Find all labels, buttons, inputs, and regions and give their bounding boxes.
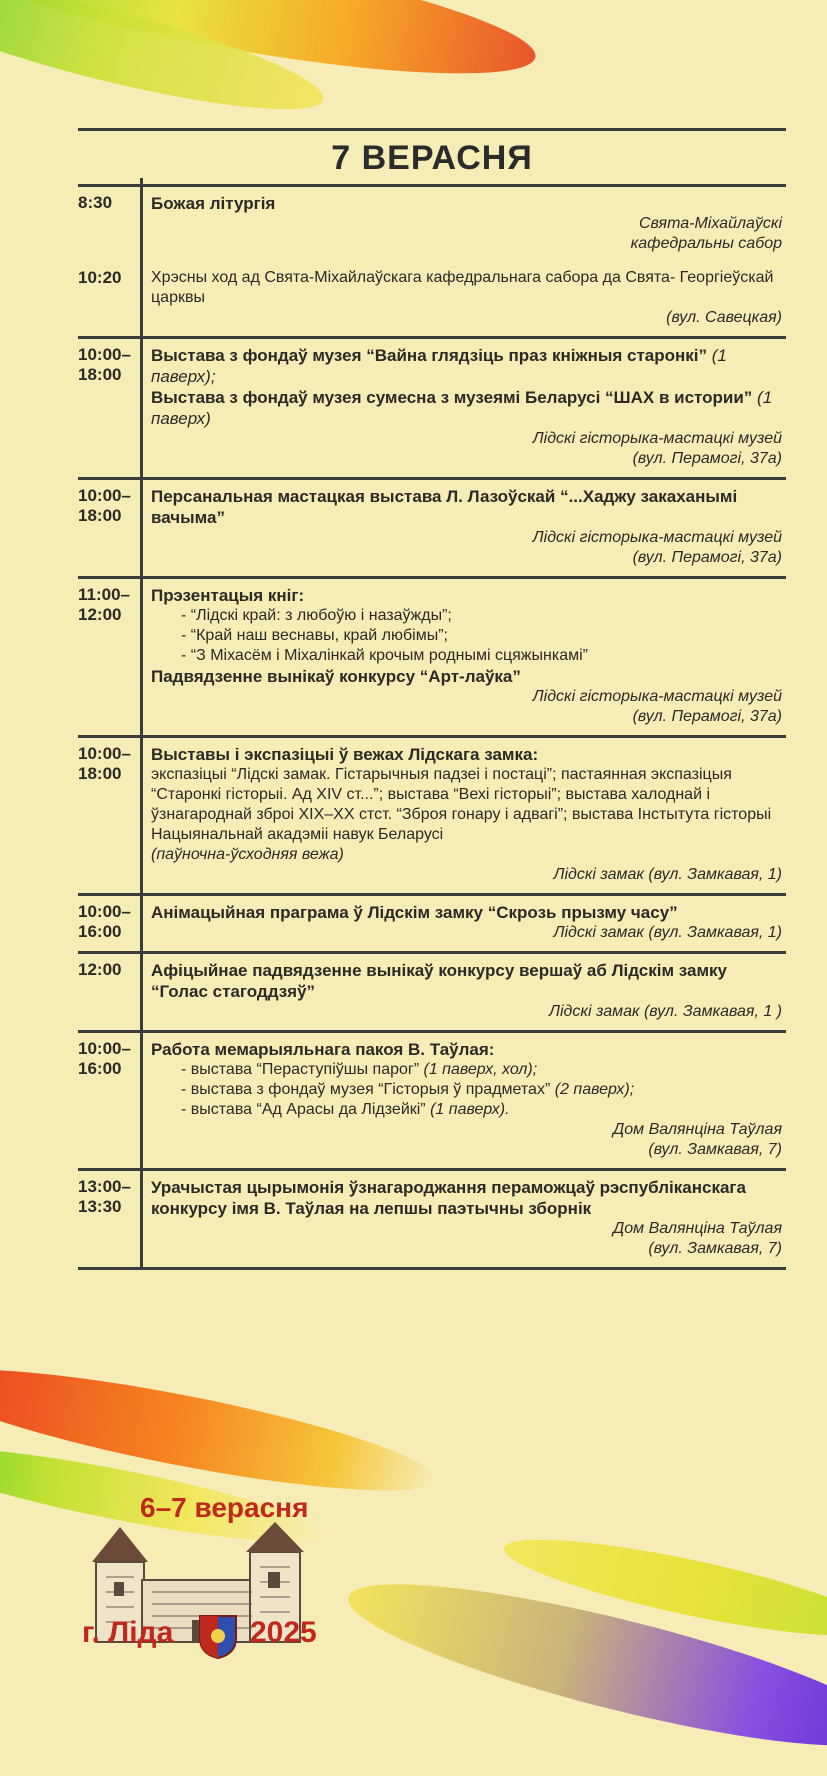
event-title: Работа мемарыяльнага пакоя В. Таўлая:	[151, 1040, 495, 1059]
event-note: (1 паверх);	[151, 346, 727, 386]
book-list	[151, 606, 782, 666]
event-entry	[78, 1033, 786, 1171]
event-title: Выстава з фондаў музея сумесна з музеямі Беларусі “ШАХ в истории”	[151, 388, 753, 407]
list-item: - “З Міхасём і Міхалінкай крочым роднымі сцяжынкамі”	[181, 646, 782, 666]
event-entry	[78, 1171, 786, 1270]
event-venue: Дом Валянціна Таўлая	[613, 1220, 782, 1237]
page-title: 7 ВЕРАСНЯ	[78, 128, 786, 187]
event-title: Анімацыйная праграма ў Лідскім замку “Скрозь прызму часу”	[151, 903, 678, 922]
event-title: Афіцыйнае падвядзенне вынікаў конкурсу вершаў аб Лідскім замку “Голас стагоддзяў”	[151, 961, 728, 1001]
event-venue: (вул. Замкавая, 7)	[648, 1240, 782, 1257]
program-schedule	[78, 128, 786, 1270]
coat-of-arms-icon	[194, 1612, 242, 1660]
list-item: - “Край наш веснавы, край любімы”;	[181, 626, 782, 646]
event-entry	[78, 896, 786, 954]
event-venue: (вул. Перамогі, 37а)	[632, 450, 782, 467]
event-title: Падвядзенне вынікаў конкурсу “Арт-лаўка”	[151, 667, 521, 686]
list-item: - выстава з фондаў музея “Гісторыя ў прадметах” (2 паверх);	[181, 1080, 782, 1100]
list-item: - “Лідскі край: з любоўю і назаўжды”;	[181, 606, 782, 626]
event-time: 10:00– 18:00	[78, 486, 131, 525]
event-venue: Лідскі гісторыка-мастацкі музей	[532, 688, 782, 705]
event-note: (паўночна-ўсходняя вежа)	[151, 846, 344, 863]
festival-year: 2025	[250, 1616, 317, 1649]
event-time: 13:00– 13:30	[78, 1177, 131, 1216]
event-time: 10:00– 18:00	[78, 744, 131, 783]
event-venue: (вул. Перамогі, 37а)	[632, 549, 782, 566]
event-time: 10:00– 18:00	[78, 345, 131, 384]
event-entry	[78, 339, 786, 480]
event-title: Прэзентацыя кніг:	[151, 586, 305, 605]
event-entry	[78, 480, 786, 579]
event-title: Урачыстая цырымонія ўзнагароджання пераможцаў рэспубліканскага конкурсу імя В. Таўлая на лепшы паэтычны зборнік	[151, 1178, 746, 1218]
event-entry	[78, 579, 786, 738]
exhibition-list	[151, 1060, 782, 1120]
event-venue: Лідскі замак (вул. Замкавая, 1)	[553, 924, 782, 941]
event-description: экспазіцыі “Лідскі замак. Гістарычныя падзеі і постаці”; пастаянная экспазіцыя “Старонкі гісторыі. Ад XIV ст...”; выстава “Вехі гісторыі”; выстава халоднай і ўзнагароднай зброі XIX–XX стст. “Зброя гонару і адвагі”; выстава Інстытута гісторыі Нацыянальнай акадэміі навук Беларусі	[151, 766, 772, 843]
event-venue: Лідскі гісторыка-мастацкі музей	[532, 529, 782, 546]
event-venue: Дом Валянціна Таўлая	[613, 1121, 782, 1138]
event-title: Выставы і экспазіцыі ў вежах Лідскага замка:	[151, 745, 539, 764]
event-venue: Лідскі замак (вул. Замкавая, 1)	[553, 866, 782, 883]
event-entry	[78, 187, 786, 262]
event-entry	[78, 954, 786, 1033]
event-title: Божая літургія	[151, 194, 276, 213]
festival-dates: 6–7 верасня	[140, 1492, 309, 1523]
event-note: (1 паверх)	[151, 388, 773, 428]
festival-city: г. Ліда	[82, 1616, 174, 1649]
event-venue: (вул. Перамогі, 37а)	[632, 708, 782, 725]
event-time: 10:20	[78, 268, 122, 287]
event-time: 11:00– 12:00	[78, 585, 130, 624]
event-time: 10:00– 16:00	[78, 1039, 131, 1078]
list-item: - выстава “Ад Арасы да Лідзейкі” (1 паверх).	[181, 1100, 782, 1120]
list-item: - выстава “Пераступіўшы парог” (1 паверх, хол);	[181, 1060, 782, 1080]
event-time: 10:00– 16:00	[78, 902, 131, 941]
event-venue: (вул. Савецкая)	[666, 309, 782, 326]
event-title: Персанальная мастацкая выстава Л. Лазоўскай “...Хаджу закаханымі вачыма”	[151, 487, 738, 527]
event-entry	[78, 262, 786, 339]
event-description: Хрэсны ход ад Свята-Міхайлаўскага кафедральнага сабора да Свята- Георгіеўскай царквы	[151, 269, 774, 306]
event-time: 12:00	[78, 960, 122, 979]
event-time: 8:30	[78, 193, 113, 212]
event-venue: Лідскі гісторыка-мастацкі музей	[532, 430, 782, 447]
event-title: Выстава з фондаў музея “Вайна глядзіць праз кніжныя старонкі”	[151, 346, 708, 365]
event-venue: Свята-Міхайлаўскі	[638, 215, 782, 232]
event-entry	[78, 738, 786, 896]
event-venue: Лідскі замак (вул. Замкавая, 1 )	[549, 1003, 782, 1020]
event-venue: кафедральны сабор	[630, 235, 782, 252]
festival-logo	[82, 1492, 342, 1672]
event-venue: (вул. Замкавая, 7)	[648, 1141, 782, 1158]
